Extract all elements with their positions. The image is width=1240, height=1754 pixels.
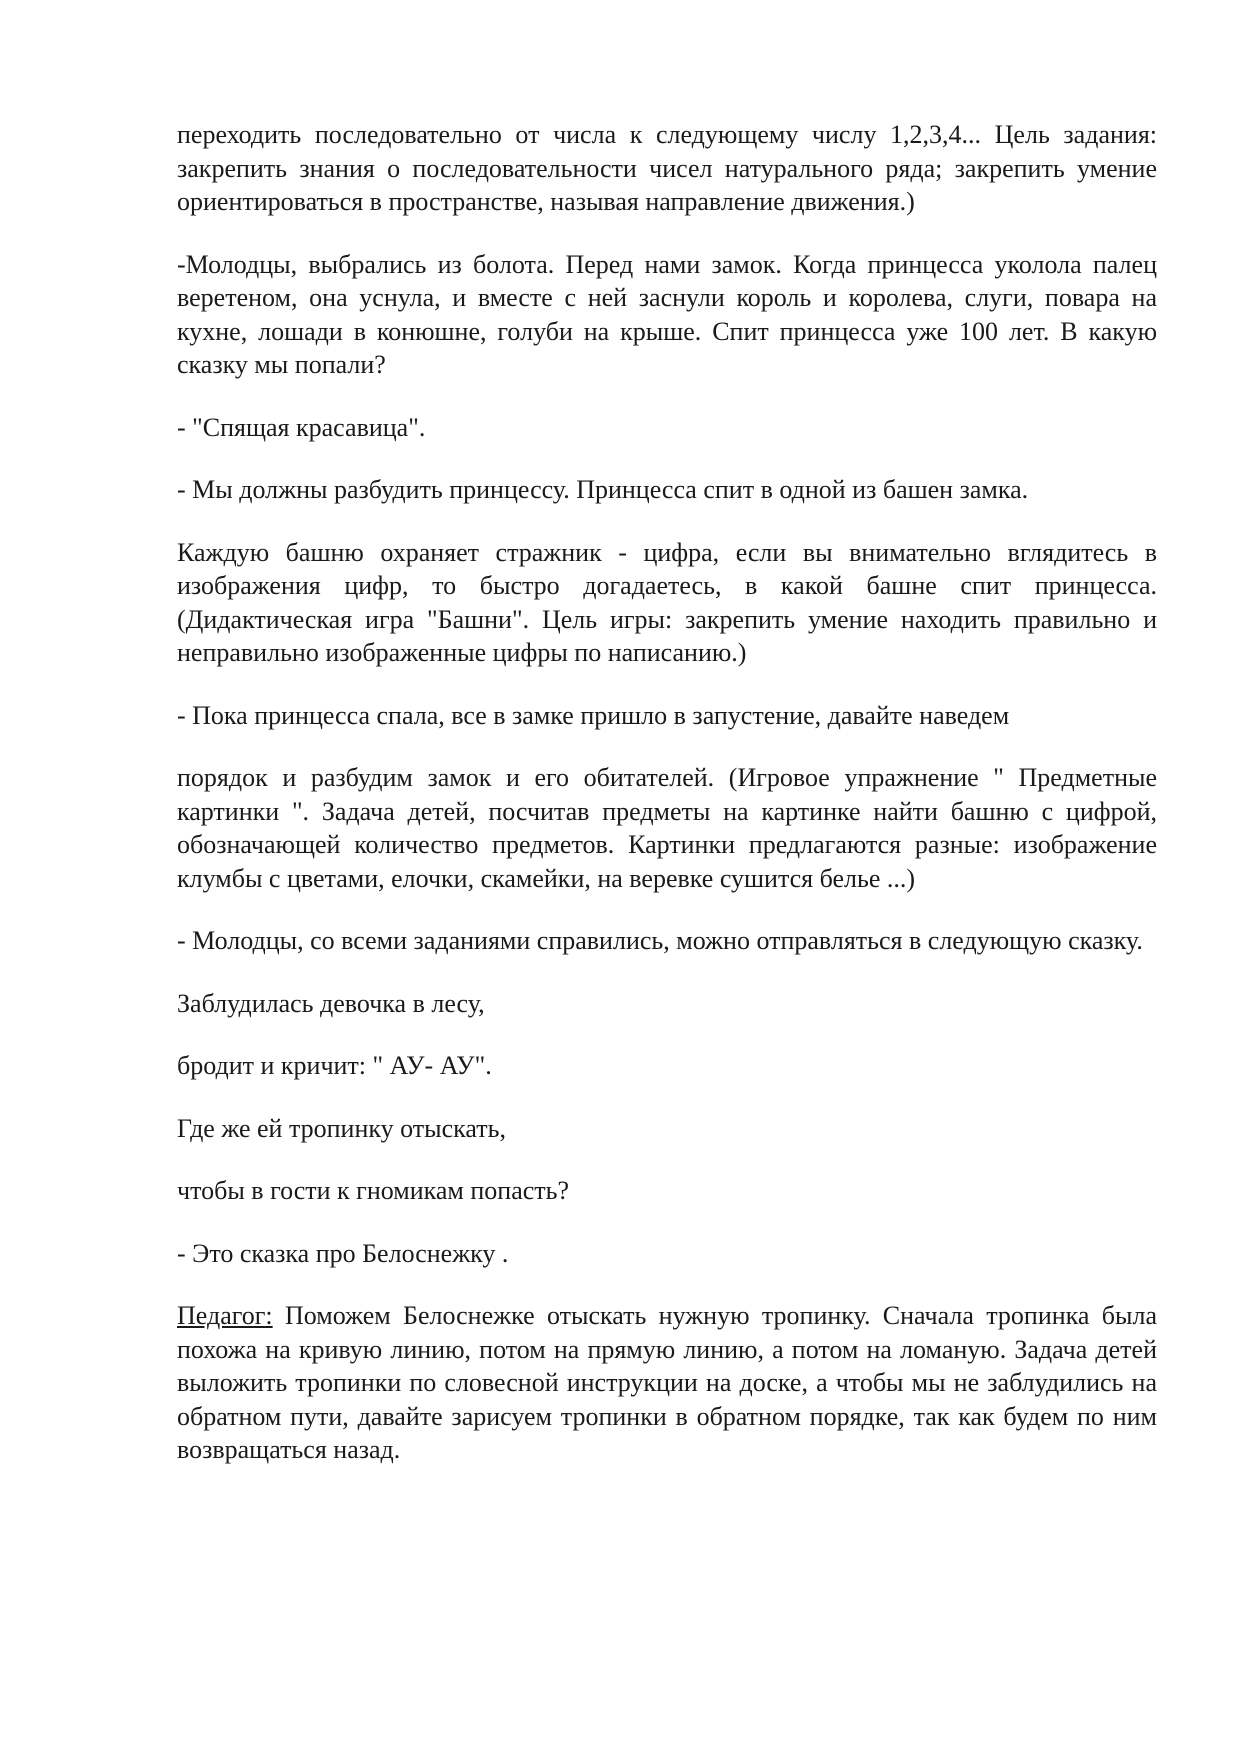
- poem-line-4: чтобы в гости к гномикам попасть?: [177, 1176, 570, 1205]
- paragraph-wake-princess: - Мы должны разбудить принцессу. Принцесса спит в одной из башен замка.: [177, 475, 1029, 504]
- poem-line-2: бродит и кричит: " АУ- АУ".: [177, 1051, 492, 1080]
- paragraph-towers-game: Каждую башню охраняет стражник - цифра, если вы внимательно вглядитесь в изображения цифр, то быстро догадаетесь, в какой башне спит принцесса. (Дидактическая игра "Башни". Цель игры: закрепить умение находить правильно и неправильно изображенные цифры по написанию.): [177, 537, 1157, 667]
- paragraph-task-goal: переходить последовательно от числа к следующему числу 1,2,3,4... Цель задания: закрепить знания о последовательности чисел натурального ряда; закрепить умение ориентироваться в пространстве, называя направление движения.): [177, 120, 1157, 216]
- paragraph-well-done: - Молодцы, со всеми заданиями справились, можно отправляться в следующую сказку.: [177, 926, 1143, 955]
- paragraph-castle-neglect: - Пока принцесса спала, все в замке пришло в запустение, давайте наведем: [177, 700, 1010, 730]
- paragraph-castle: -Молодцы, выбрались из болота. Перед нами замок. Когда принцесса уколола палец веретеном, она уснула, и вместе с ней заснули король и королева, слуги, повара на кухне, лошади в конюшне, голуби на крыше. Спит принцесса уже 100 лет. В какую сказку мы попали?: [177, 249, 1157, 379]
- poem-line-3: Где же ей тропинку отыскать,: [177, 1113, 506, 1143]
- poem-line-1: Заблудилась девочка в лесу,: [177, 988, 485, 1018]
- paragraph-answer-sleeping-beauty: - "Спящая красавица".: [177, 412, 426, 442]
- paragraph-snow-white: - Это сказка про Белоснежку .: [177, 1238, 509, 1268]
- teacher-label: Педагог:: [177, 1301, 273, 1330]
- paragraph-teacher-paths: [177, 1299, 1157, 1467]
- paragraph-pictures-exercise: порядок и разбудим замок и его обитателей. (Игровое упражнение " Предметные картинки ". Задача детей, посчитав предметы на картинке найти башню с цифрой, обозначающей количество предметов. Картинки предлагаются разные: изображение клумбы с цветами, елочки, скамейки, на веревке сушится белье ...): [177, 763, 1157, 893]
- document-body: [177, 118, 1157, 1496]
- teacher-text: Поможем Белоснежке отыскать нужную тропинку. Сначала тропинка была похожа на кривую линию, потом на прямую линию, а потом на ломаную. Задача детей выложить тропинки по словесной инструкции на доске, а чтобы мы не заблудились на обратном пути, давайте зарисуем тропинки в обратном порядке, так как будем по ним возвращаться назад.: [177, 1301, 1157, 1464]
